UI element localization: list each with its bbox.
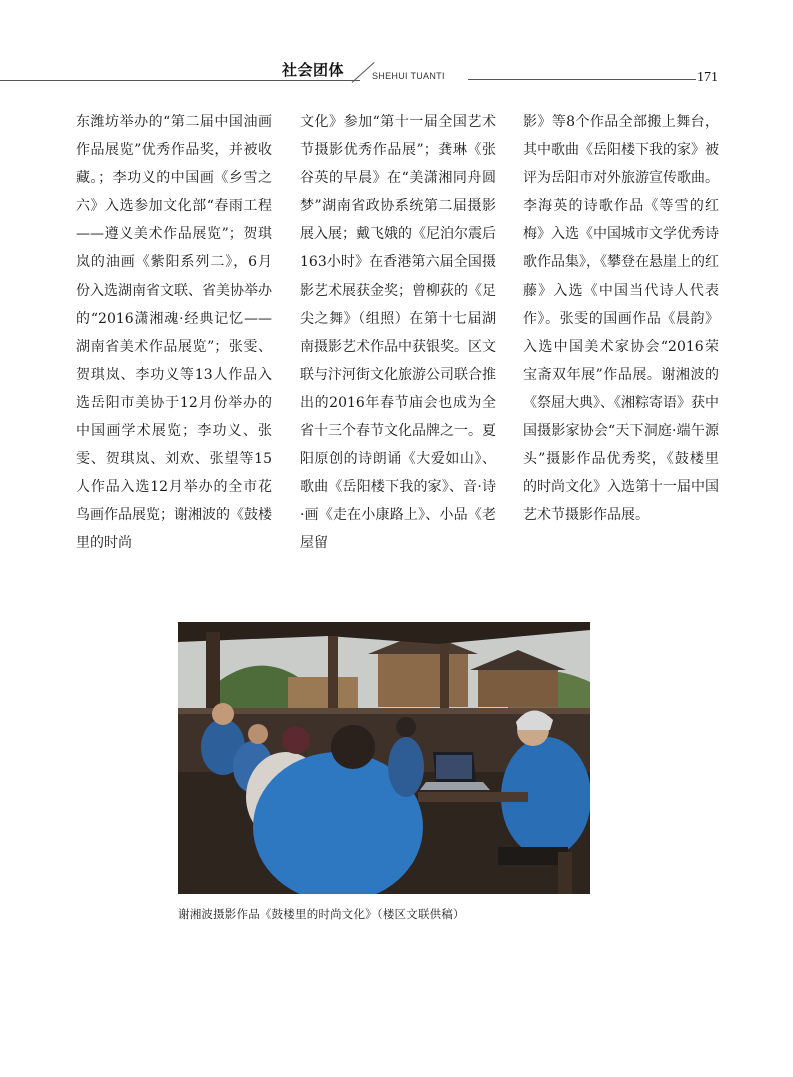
article-column-3: 影》等8个作品全部搬上舞台，其中歌曲《岳阳楼下我的家》被评为岳阳市对外旅游宣传歌曲。李海英的诗歌作品《等雪的红梅》入选《中国城市文学优秀诗歌作品集》，《攀登在悬崖上的红藤》入选《中国当代诗人代表作》。张雯的国画作品《晨韵》入选中国美术家协会“2016荣宝斋双年展”作品展。谢湘波的《祭屈大典》、《湘粽寄语》获中国摄影家协会“天下洞庭·端午源头”摄影作品优秀奖，《鼓楼里的时尚文化》入选第十一届中国艺术节摄影作品展。	[523, 114, 719, 524]
photo-drum-tower-scene	[178, 622, 590, 894]
header-rule-right	[468, 79, 696, 80]
section-title: 社会团体	[282, 61, 345, 79]
article-column-1: 东潍坊举办的“第二届中国油画作品展览”优秀作品奖，并被收藏。；李功义的中国画《乡雪之六》入选参加文化部“春雨工程——遵义美术作品展览”；贺琪岚的油画《紫阳系列二》，6月份入选湖南省文联、省美协举办的“2016潇湘魂·经典记忆——湖南省美术作品展览”；张雯、贺琪岚、李功义等13人作品入选岳阳市美协于12月份举办的中国画学术展览；李功义、张雯、贺琪岚、刘欢、张望等15人作品入选12月举办的全市花鸟画作品展览；谢湘波的《鼓楼里的时尚	[76, 114, 272, 552]
figure-caption: 谢湘波摄影作品《鼓楼里的时尚文化》（楼区文联供稿）	[178, 907, 465, 921]
page-number: 171	[697, 70, 718, 85]
header-rule-left	[0, 80, 360, 81]
section-subtitle: SHEHUI TUANTI	[372, 71, 445, 81]
article-column-2: 文化》参加“第十一届全国艺术节摄影优秀作品展”；龚琳《张谷英的早晨》在“美潇湘同舟圆梦”湖南省政协系统第二届摄影展入展；戴飞娥的《尼泊尔震后163小时》在香港第六届全国摄影艺术展获金奖；曾柳荻的《足尖之舞》（组照）在第十七届湖南摄影艺术作品中获银奖。区文联与汴河街文化旅游公司联合推出的2016年春节庙会也成为全省十三个春节文化品牌之一。夏阳原创的诗朗诵《大爱如山》、歌曲《岳阳楼下我的家》、音·诗·画《走在小康路上》、小品《老屋留	[300, 114, 496, 552]
